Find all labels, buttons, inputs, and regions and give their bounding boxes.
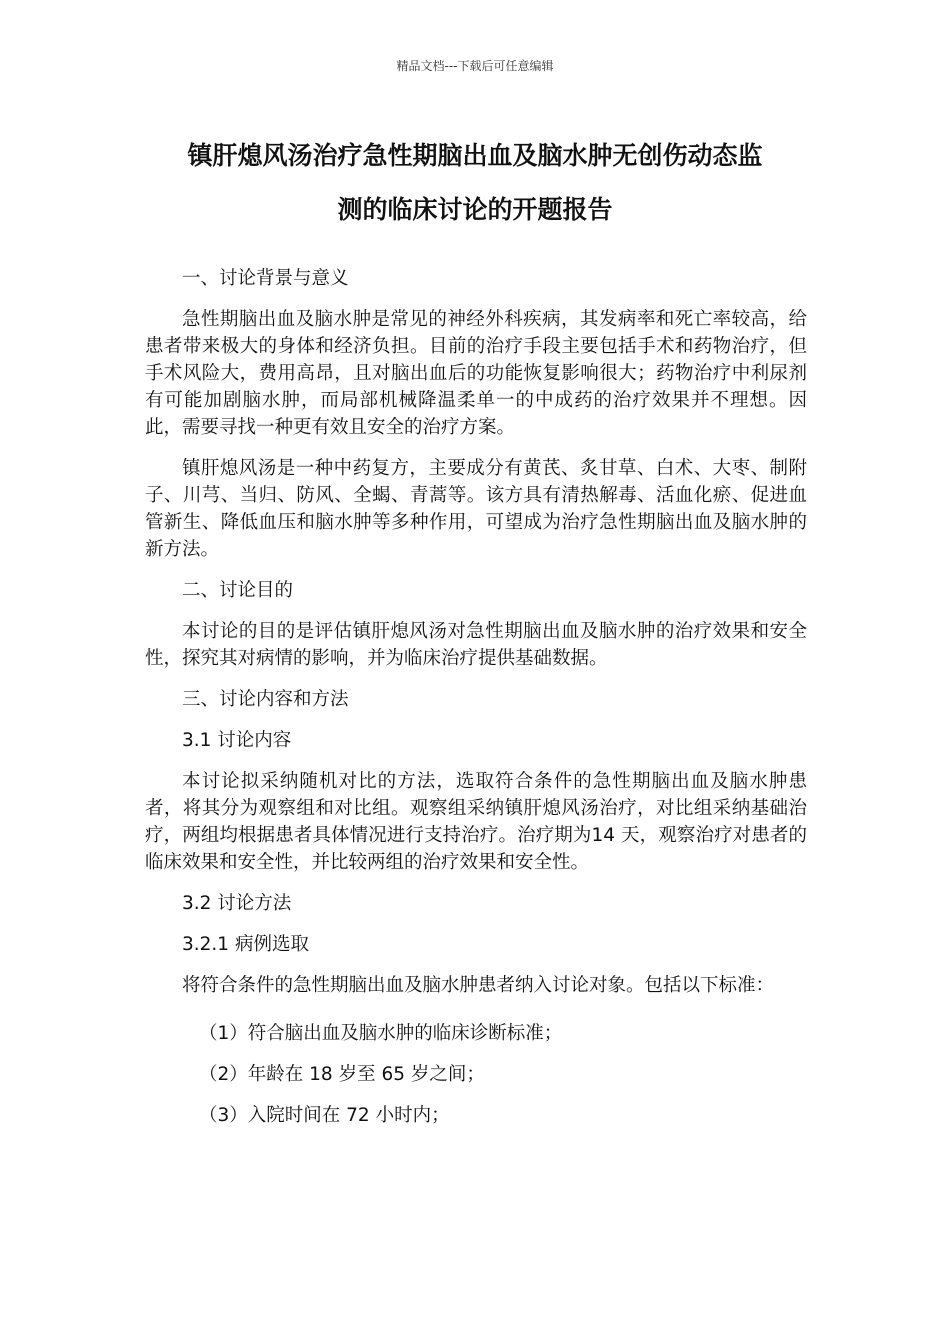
section-1-paragraph-1: 急性期脑出血及脑水肿是常见的神经外科疾病，其发病率和死亡率较高，给患者带来极大的身体和经济负担。目前的治疗手段主要包括手术和药物治疗，但手术风险大，费用高昂，且对脑出血后的功能恢复影响很大；药物治疗中利尿剂有可能加剧脑水肿，而局部机械降温柔单一的中成药的治疗效果并不理想。因此，需要寻找一种更有效且安全的治疗方案。: [145, 309, 807, 438]
document-title-line-1: 镇肝熄风汤治疗急性期脑出血及脑水肿无创伤动态监: [187, 141, 763, 170]
criteria-item-3: （3）入院时间在 72 小时内；: [199, 1105, 450, 1126]
section-3-1-heading: 3.1 讨论内容: [182, 730, 292, 751]
section-2-heading: 二、讨论目的: [182, 580, 294, 601]
section-3-2-1-heading: 3.2.1 病例选取: [182, 934, 309, 955]
section-2-paragraph-1: 本讨论的目的是评估镇肝熄风汤对急性期脑出血及脑水肿的治疗效果和安全性，探究其对病情的影响，并为临床治疗提供基础数据。: [145, 621, 807, 669]
section-3-2-1-paragraph-1: 将符合条件的急性期脑出血及脑水肿患者纳入讨论对象。包括以下标准：: [182, 975, 775, 996]
header-note: 精品文档---下载后可任意编辑: [396, 59, 554, 73]
section-1-heading: 一、讨论背景与意义: [182, 268, 349, 289]
section-1-paragraph-2: 镇肝熄风汤是一种中药复方，主要成分有黄芪、炙甘草、白术、大枣、制附子、川芎、当归、防风、全蝎、青蒿等。该方具有清热解毒、活血化瘀、促进血管新生、降低血压和脑水肿等多种作用，可望成为治疗急性期脑出血及脑水肿的新方法。: [145, 458, 807, 560]
section-3-1-paragraph-1: 本讨论拟采纳随机对比的方法，选取符合条件的急性期脑出血及脑水肿患者，将其分为观察组和对比组。观察组采纳镇肝熄风汤治疗，对比组采纳基础治疗，两组均根据患者具体情况进行支持治疗。治疗期为14 天，观察治疗对患者的临床效果和安全性，并比较两组的治疗效果和安全性。: [145, 771, 807, 873]
criteria-item-1: （1）符合脑出血及脑水肿的临床诊断标准；: [199, 1023, 563, 1044]
document-body: [145, 265, 807, 1129]
section-3-heading: 三、讨论内容和方法: [182, 689, 349, 710]
section-3-2-heading: 3.2 讨论方法: [182, 893, 292, 914]
criteria-item-2: （2）年龄在 18 岁至 65 岁之间；: [199, 1064, 485, 1085]
document-title-line-2: 测的临床讨论的开题报告: [337, 195, 613, 224]
